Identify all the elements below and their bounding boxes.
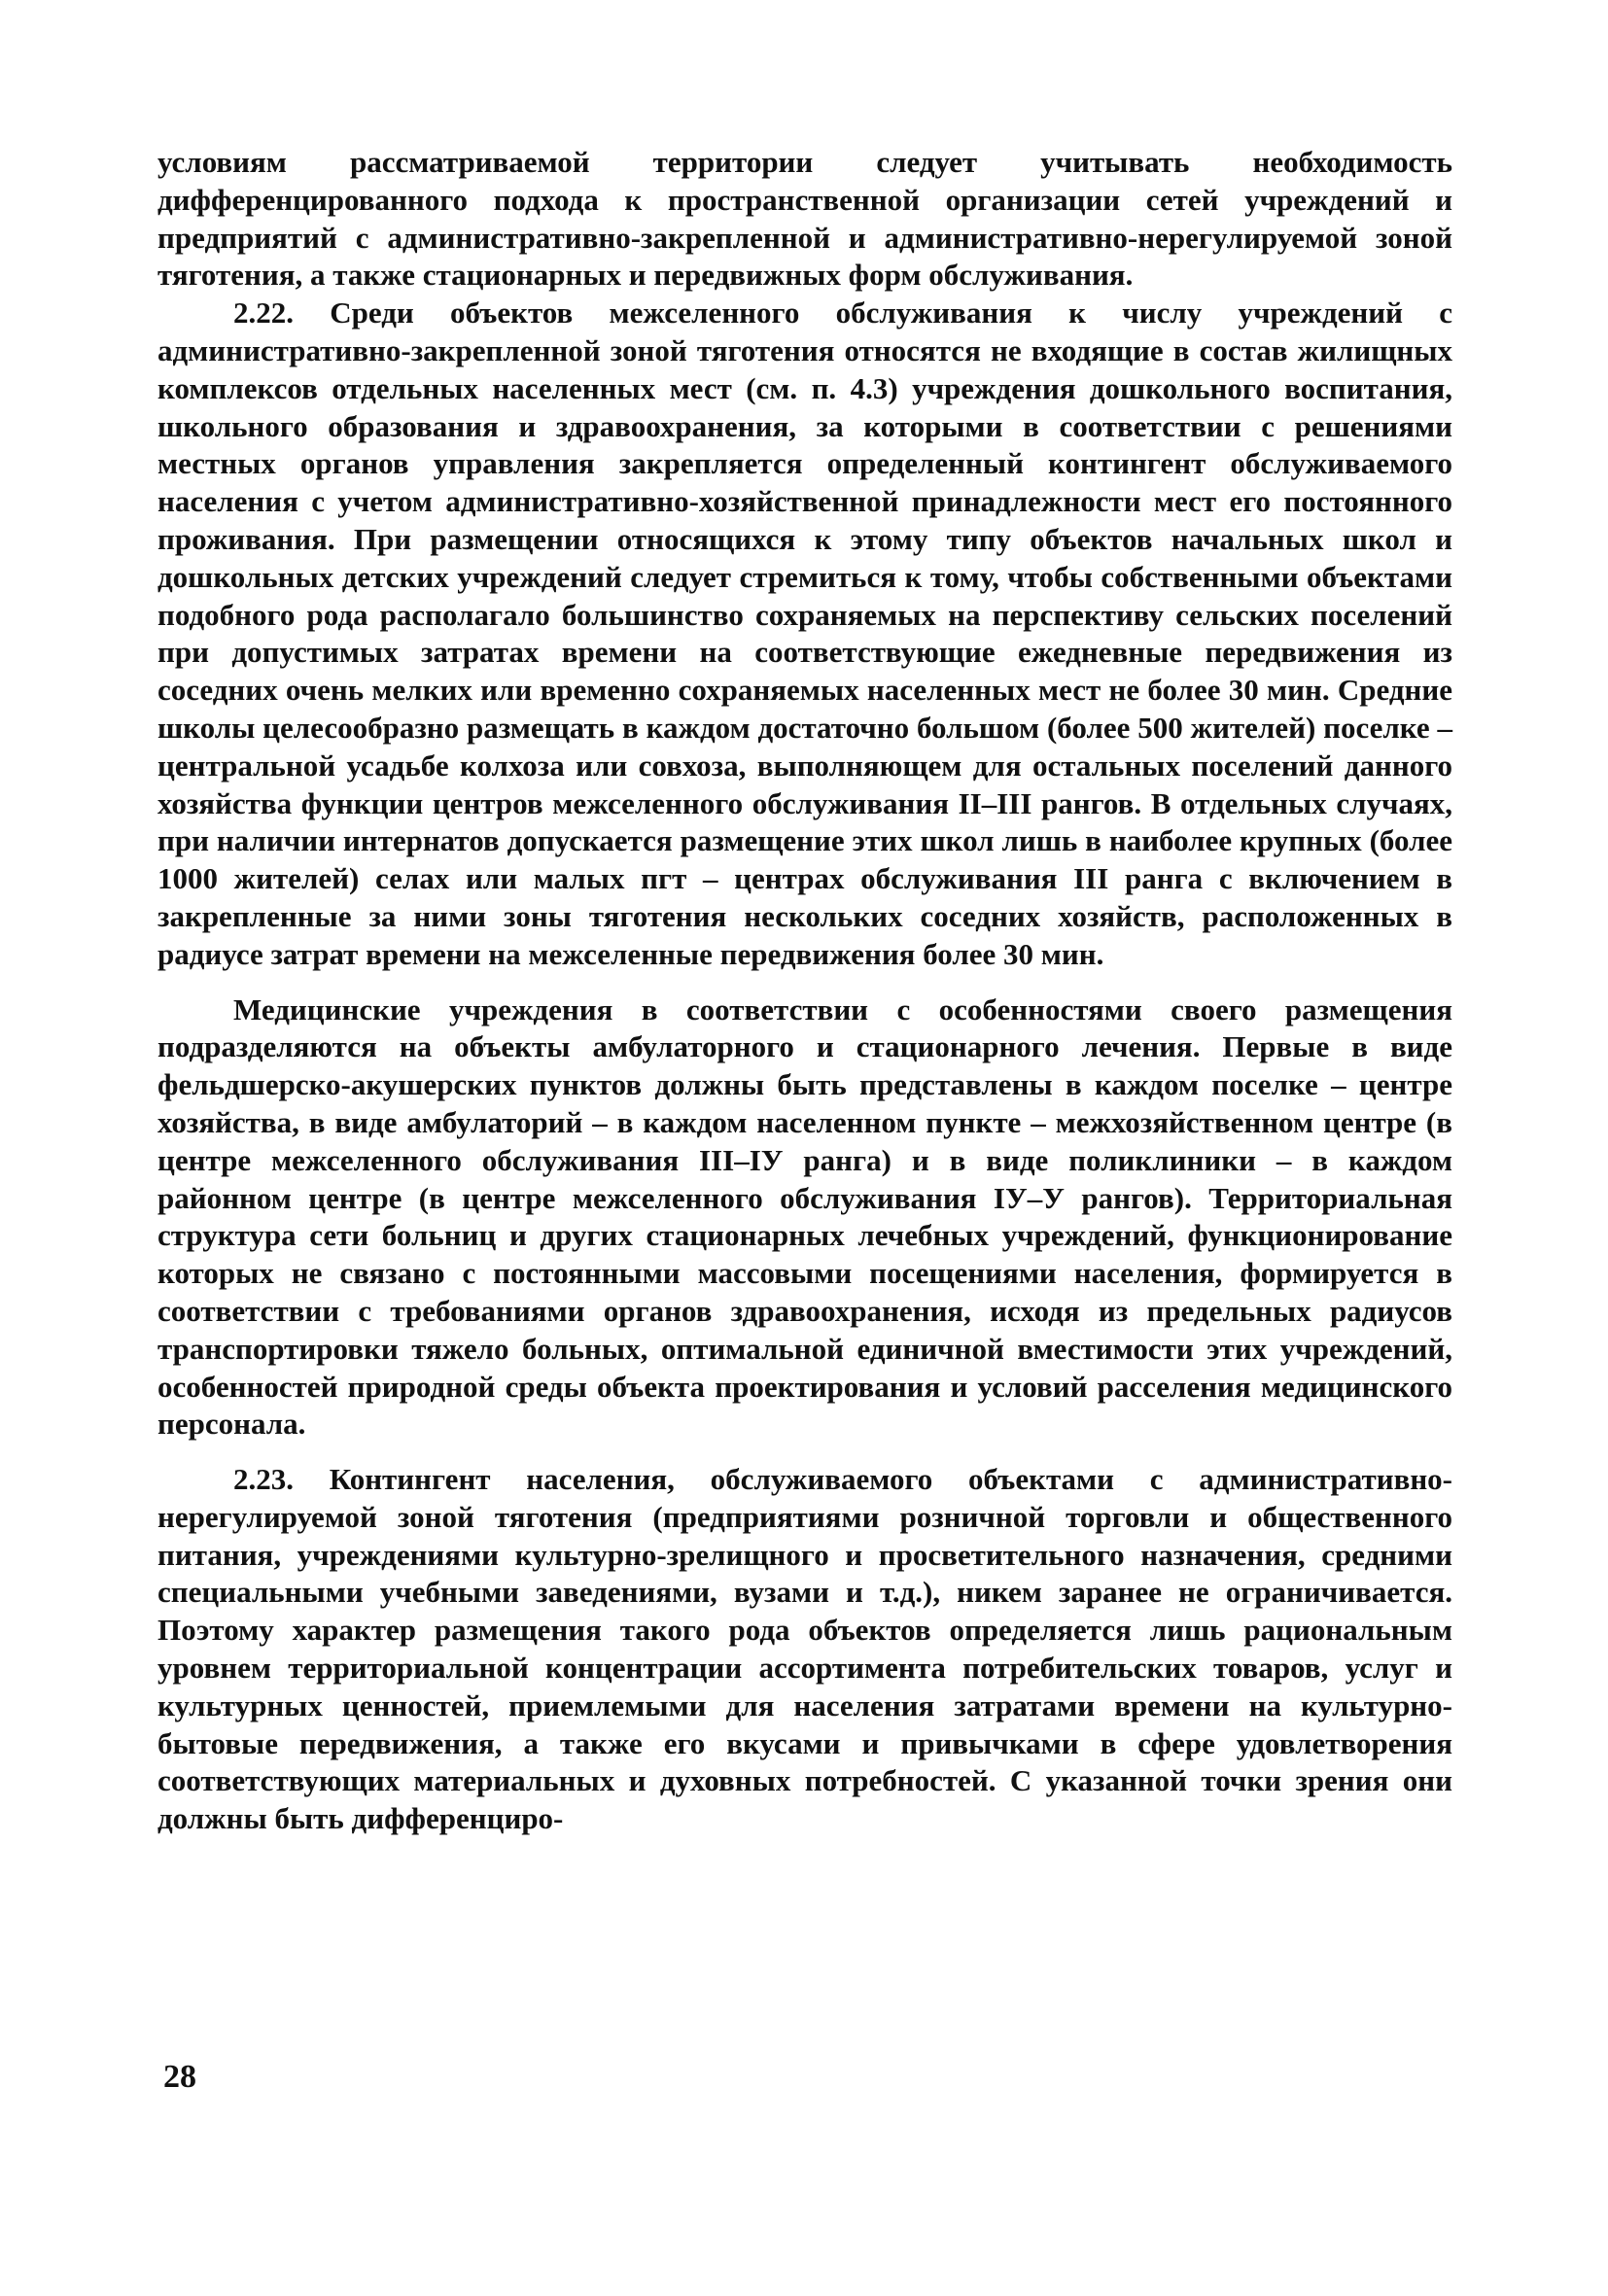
- section-number: 2.22.: [233, 296, 294, 330]
- section-number: 2.23.: [233, 1462, 294, 1497]
- paragraph-text: условиям рассматриваемой территории следует учитывать необходимость дифференцированного подхода к пространственной организации сетей учреждений и предприятий с административно-закрепленной и административно-нерегулируемой зоной тяготения, а также стационарных и передвижных форм обслуживания.: [157, 145, 1452, 293]
- paragraph-text: Медицинские учреждения в соответствии с особенностями своего размещения подразделяются на объекты амбулаторного и стационарного лечения. Первые в виде фельдшерско-акушерских пунктов должны быть представлены в каждом поселке – центре хозяйства, в виде амбулаторий – в каждом населенном пункте – межхозяйственном центре (в центре межселенного обслуживания III–IУ ранга) и в виде поликлиники – в каждом районном центре (в центре межселенного обслуживания IУ–У рангов). Территориальная структура сети больниц и других стационарных лечебных учреждений, функционирование которых не связано с постоянными массовыми посещениями населения, формируется в соответствии с требованиями органов здравоохранения, исходя из предельных радиусов транспортировки тяжело больных, оптимальной единичной вместимости этих учреждений, особенностей природной среды объекта проектирования и условий расселения медицинского персонала.: [157, 991, 1452, 1442]
- paragraph-2-22: [157, 295, 1452, 973]
- paragraph-2-23: [157, 1461, 1452, 1838]
- body-text: [157, 144, 1452, 1838]
- paragraph-text: Контингент населения, обслуживаемого объектами с административно-нерегулируемой зоной тяготения (предприятиями розничной торговли и общественного питания, учреждениями культурно-зрелищного и просветительного назначения, средними специальными учебными заведениями, вузами и т.д.), никем заранее не ограничивается. Поэтому характер размещения такого рода объектов определяется лишь рациональным уровнем территориальной концентрации ассортимента потребительских товаров, услуг и культурных ценностей, приемлемыми для населения затратами времени на культурно-бытовые передвижения, а также его вкусами и привычками в сфере удовлетворения соответствующих материальных и духовных потребностей. С указанной точки зрения они должны быть дифференциро-: [157, 1462, 1453, 1836]
- paragraph-medical: [157, 991, 1452, 1444]
- page-number: 28: [163, 2059, 196, 2095]
- paragraph-text: Среди объектов межселенного обслуживания к числу учреждений с административно-закрепленной зоной тяготения относятся не входящие в состав жилищных комплексов отдельных населенных мест (см. п. 4.3) учреждения дошкольного воспитания, школьного образования и здравоохранения, за которыми в соответствии с решениями местных органов управления закрепляется определенный контингент обслуживаемого населения с учетом административно-хозяйственной принадлежности мест его постоянного проживания. При размещении относящихся к этому типу объектов начальных школ и дошкольных детских учреждений следует стремиться к тому, чтобы собственными объектами подобного рода располагало большинство сохраняемых на перспективу сельских поселений при допустимых затратах времени на соответствующие ежедневные передвижения из соседних очень мелких или временно сохраняемых населенных мест не более 30 мин. Средние школы целесообразно размещать в каждом достаточно большом (более 500 жителей) поселке – центральной усадьбе колхоза или совхоза, выполняющем для остальных поселений данного хозяйства функции центров межселенного обслуживания II–III рангов. В отдельных случаях, при наличии интернатов допускается размещение этих школ лишь в наиболее крупных (более 1000 жителей) селах или малых пгт – центрах обслуживания III ранга с включением в закрепленные за ними зоны тяготения нескольких соседних хозяйств, расположенных в радиусе затрат времени на межселенные передвижения более 30 мин.: [157, 296, 1452, 971]
- paragraph-continuation: [157, 144, 1452, 295]
